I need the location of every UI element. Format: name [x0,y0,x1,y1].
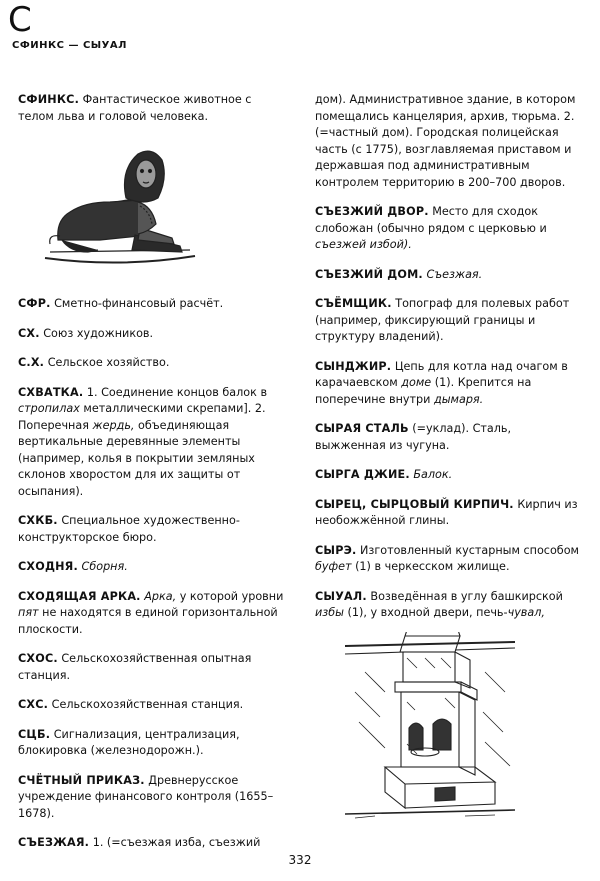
headword: СЫРГА ДЖИЕ. [315,468,410,481]
entry-sezzhiy-dvor [315,204,585,254]
right-column [315,92,585,635]
cross-reference: избы [315,606,344,619]
entry-scb [18,727,288,760]
cross-reference: доме [401,376,432,389]
entry-syraya-stal [315,421,585,454]
headword: СХОДЯЩАЯ АРКА. [18,589,141,603]
cross-reference: Съезжая. [426,267,483,281]
entry-semshik [315,296,585,346]
entry-sh [18,326,288,343]
definition: (1), у входной двери, печь- [347,606,508,619]
headword: СХОДНЯ. [18,560,78,573]
cross-reference: Арка, [144,589,177,603]
entry-shkb [18,513,288,546]
headword: СЪЕЗЖАЯ. [18,836,90,849]
headword: СЫРЕЦ, СЫРЦОВЫЙ КИРПИЧ. [315,497,514,511]
definition: Специальное художественно-конструкторское бюро. [18,514,240,544]
entry-sezzhaya [18,835,288,852]
definition: Сельскохозяйственная станция. [51,698,244,711]
headword: СФИНКС. [18,93,80,106]
definition: Кирпич из необожжённой глины. [315,497,578,527]
headword: СЫУАЛ. [315,589,367,603]
definition: Сельское хозяйство. [47,356,170,369]
headword: СХКБ. [18,514,58,527]
definition: Место для сходок слобожан (обычно рядом с церковью и [315,205,547,235]
definition: 1. Соединение концов балок в [86,385,268,399]
entry-shs [18,697,288,714]
entry-syual [315,589,585,622]
cross-reference: съезжей избой). [315,238,412,251]
entry-syrga-dzhie [315,467,585,484]
definition: Сигнализация, централизация, блокировка (железнодорожн.). [18,727,240,757]
entry-syre [315,543,585,576]
entry-sezzhiy-dom [315,267,585,284]
headword: СЪЕЗЖИЙ ДВОР. [315,205,429,218]
headword: СЦБ. [18,727,51,741]
definition: Фантастическое животное с телом льва и головой человека. [18,93,252,123]
definition: Топограф для полевых работ (например, фиксирующий границы и структуру владений). [315,297,570,343]
definition: Древнерусское учреждение финансового контроля (1655–1678). [18,773,274,820]
headword: СЧЁТНЫЙ ПРИКАЗ. [18,773,145,787]
headword: СФР. [18,297,51,310]
entry-shvatka [18,385,288,501]
cross-reference: Балок. [413,468,453,481]
page-number: 332 [288,853,312,867]
definition: объединяющая вертикальные деревянные элементы (например, колья в покрытии земляных склонов хворостом для их защиты от осыпания). [18,418,255,498]
section-letter: С [8,0,32,40]
definition: 1. (=съезжая изба, съезжий [92,836,261,849]
entry-syrec [315,497,585,530]
headword: СЫНДЖИР. [315,359,392,373]
entry-shos [18,651,288,684]
definition: не находятся в единой горизонтальной плоскости. [18,606,278,636]
entry-schetny-prikaz [18,773,288,823]
entry-sfinks [18,92,288,125]
headword: С.Х. [18,356,45,369]
entry-s-h [18,355,288,372]
sphinx-illustration [40,140,200,270]
definition: у которой уровни [179,589,284,603]
entry-syndzhir [315,359,585,409]
definition: (1) в черкесском жилище. [355,560,510,573]
cross-reference: чувал, [507,606,545,619]
definition: металлическими скрепами]. 2. Поперечная [18,402,266,432]
headword: СХС. [18,698,49,711]
cross-reference: пят [18,606,39,619]
definition: Сельскохозяйственная опытная станция. [18,652,252,682]
definition: Возведённая в углу башкирской [370,589,563,603]
chuval-stove-illustration [345,632,515,822]
definition: Сметно-финансовый расчёт. [54,297,224,310]
definition: Союз художников. [43,326,154,340]
definition: (1). Крепится на поперечине внутри [315,376,532,406]
cross-reference: стропилах [18,402,80,415]
headword: СЫРЭ. [315,543,357,557]
headword: СЫРАЯ СТАЛЬ [315,422,409,435]
entry-shodnya [18,559,288,576]
cross-reference: буфет [315,560,352,573]
cross-reference: жердь, [92,418,135,432]
cross-reference: дымаря. [433,392,484,406]
headword: СХОС. [18,652,58,665]
continued-text: дом). Административное здание, в котором помещались канцелярия, архив, тюрьма. 2. (=частный дом). Городская полицейская часть (с 1775), возглавляемая приставом и державшая под административным контролем территорию в 200–700 дворов. [315,93,576,189]
cross-reference: Сборня. [81,560,128,573]
page-range-header: СФИНКС — СЫУАЛ [12,40,127,51]
entry-shodyashaya-arka [18,589,288,639]
headword: СЪЕЗЖИЙ ДОМ. [315,267,423,281]
headword: СХ. [18,326,40,340]
definition: (=уклад). Сталь, выжженная из чугуна. [315,422,512,452]
headword: СХВАТКА. [18,385,84,399]
entry-sfr [18,296,288,313]
definition: Цепь для котла над очагом в карачаевском [315,359,568,389]
definition: Изготовленный кустарным способом [360,543,579,557]
headword: СЪЁМЩИК. [315,297,392,310]
